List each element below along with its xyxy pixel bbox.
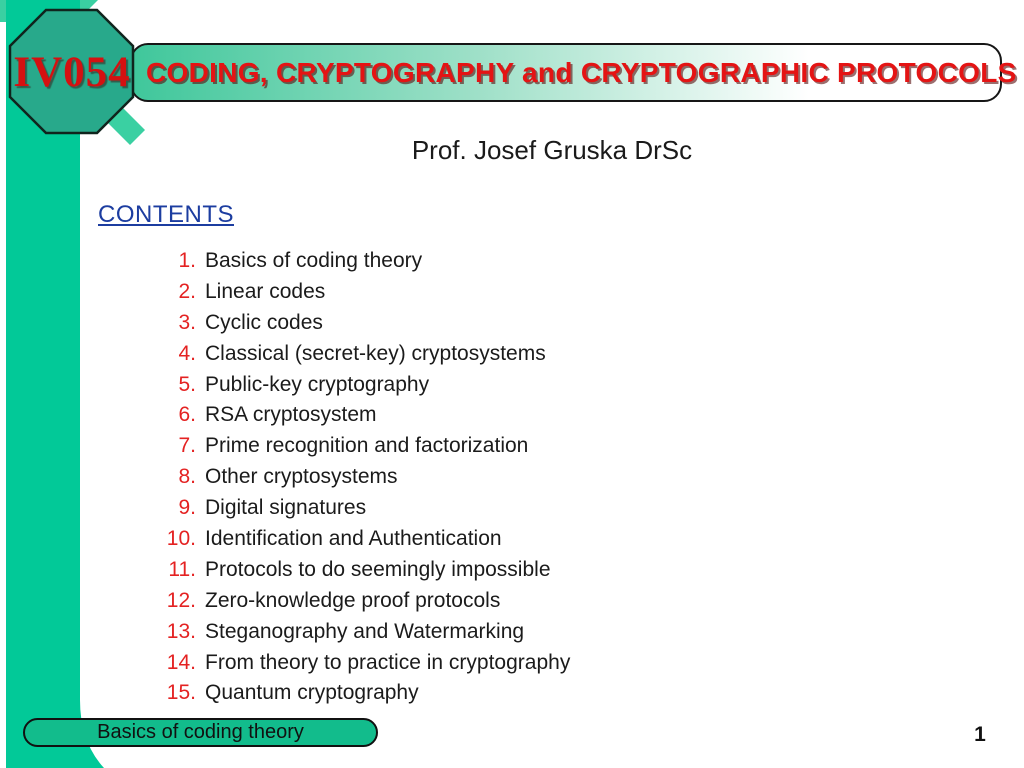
toc-item-number: 6. (178, 403, 196, 427)
title-banner (130, 43, 1017, 102)
toc-item-text: Public-key cryptography (205, 372, 430, 396)
toc-item-number: 14. (166, 650, 196, 674)
slide-title: CODING, CRYPTOGRAPHY and CRYPTOGRAPHIC PROTOCOLS (146, 56, 1017, 88)
toc-item-text: Protocols to do seemingly impossible (205, 557, 551, 581)
toc-item-text: RSA cryptosystem (205, 403, 377, 427)
section-pill-label: Basics of coding theory (97, 721, 304, 743)
toc-item (152, 555, 570, 586)
toc-item (152, 617, 570, 648)
toc-item-number: 4. (178, 341, 196, 365)
toc-item-text: Other cryptosystems (205, 465, 398, 489)
toc-item-number: 10. (166, 527, 196, 551)
toc-item (152, 246, 570, 277)
course-code-badge: IV054 (13, 49, 131, 96)
toc-item-number: 11. (168, 557, 196, 581)
toc-item (152, 586, 570, 617)
toc-item (152, 339, 570, 370)
toc-item-text: Prime recognition and factorization (205, 434, 529, 458)
toc-item (152, 400, 570, 431)
section-pill (23, 718, 378, 747)
toc-item-text: Basics of coding theory (205, 249, 423, 272)
toc-item-text: From theory to practice in cryptography (205, 650, 571, 674)
author-line: Prof. Josef Gruska DrSc (411, 135, 693, 165)
toc-item (152, 678, 570, 709)
toc-item (152, 370, 570, 401)
toc-item-text: Zero-knowledge proof protocols (205, 588, 501, 612)
toc-item (152, 308, 570, 339)
toc-item (152, 493, 570, 524)
toc-item-text: Linear codes (205, 279, 326, 303)
toc-item-text: Digital signatures (205, 496, 367, 520)
toc-item-number: 5. (178, 372, 196, 396)
toc-item-number: 1. (178, 249, 196, 272)
table-of-contents (152, 246, 570, 709)
toc-item-text: Identification and Authentication (205, 527, 502, 551)
page-number: 1 (974, 723, 986, 746)
toc-item (152, 462, 570, 493)
toc-item-number: 2. (178, 279, 196, 303)
toc-item (152, 431, 570, 462)
contents-link[interactable]: CONTENTS (98, 201, 234, 228)
toc-item-number: 12. (166, 588, 196, 612)
toc-item-number: 9. (178, 496, 196, 520)
toc-item-number: 7. (178, 434, 196, 458)
toc-item (152, 277, 570, 308)
toc-item-text: Steganography and Watermarking (205, 619, 525, 643)
toc-item-number: 15. (166, 681, 196, 705)
toc-item-number: 8. (178, 465, 196, 489)
toc-item-number: 3. (178, 310, 196, 334)
toc-item-text: Cyclic codes (205, 310, 323, 334)
toc-item (152, 648, 570, 679)
toc-item-text: Quantum cryptography (205, 681, 419, 705)
toc-item-text: Classical (secret-key) cryptosystems (205, 341, 546, 365)
toc-item (152, 524, 570, 555)
toc-item-number: 13. (166, 619, 196, 643)
